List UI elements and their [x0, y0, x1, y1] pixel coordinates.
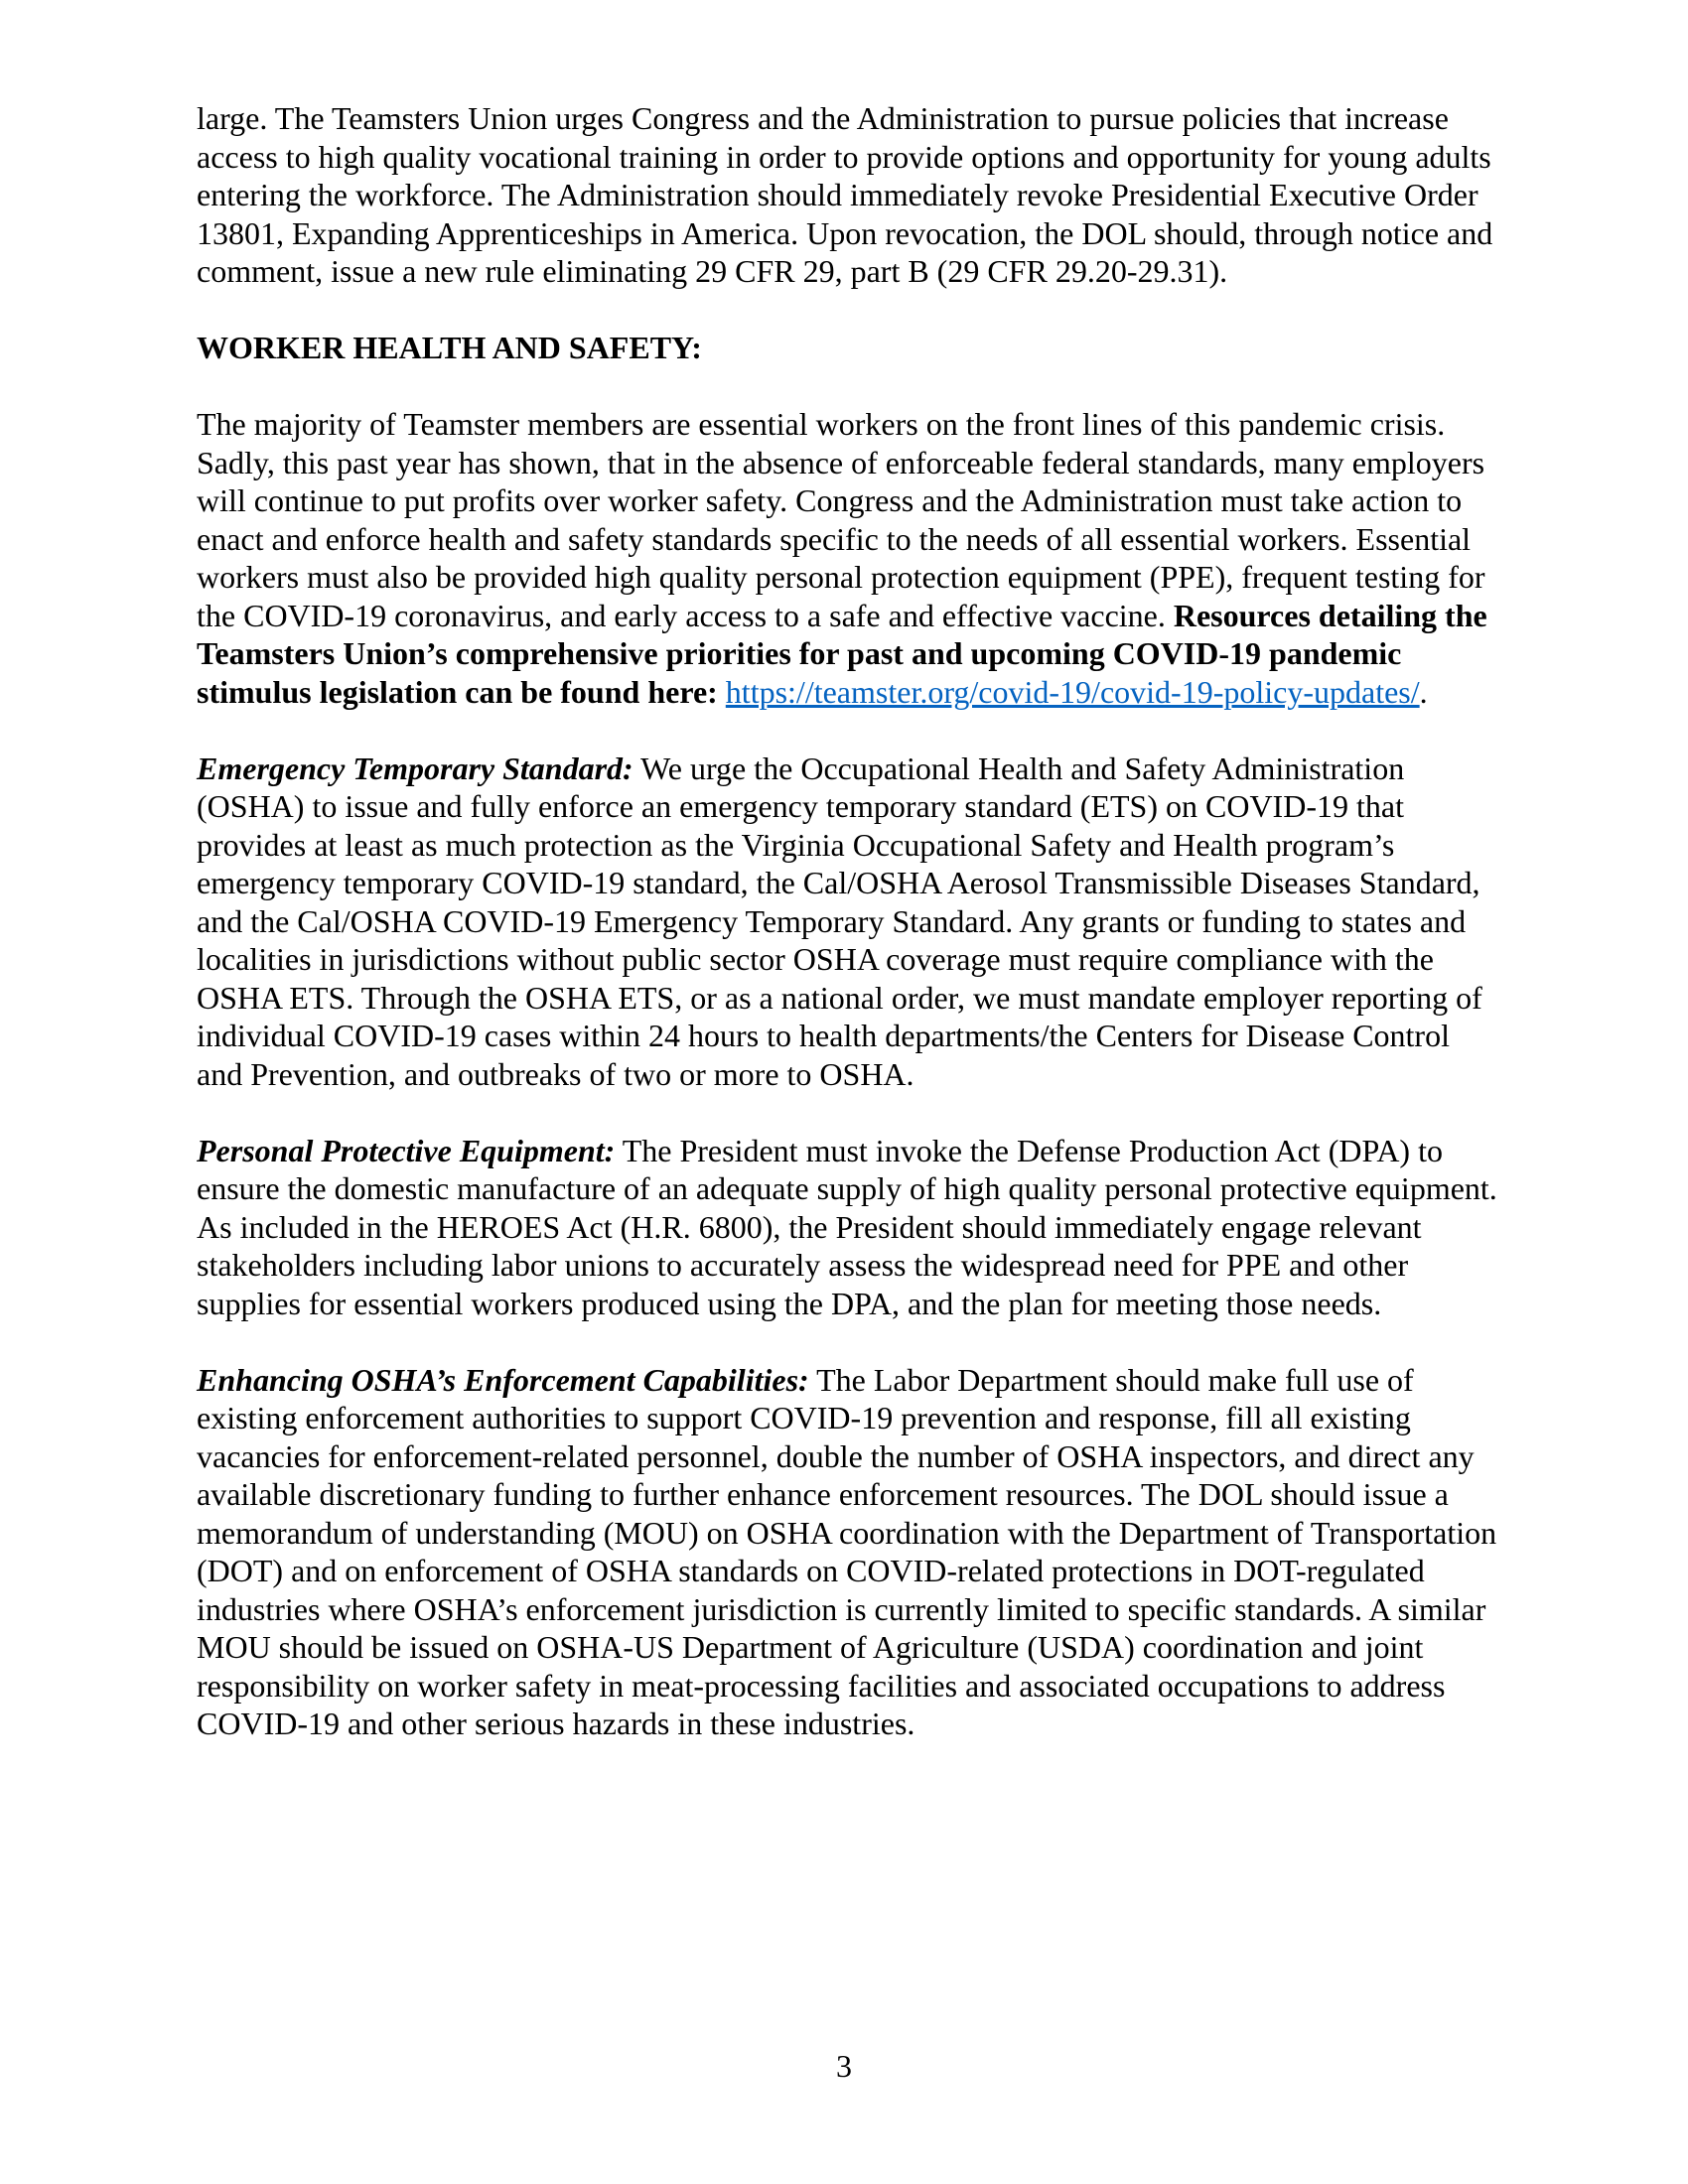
ets-text: We urge the Occupational Health and Safety Administration (OSHA) to issue and fully enforce an emergency temporary standard (ETS) on COVID-19 that provides at least as much protection as the Virginia Occupational Safety and Health program’s emergency temporary COVID-19 standard, the Cal/OSHA Aerosol Transmissible Diseases Standard, and the Cal/OSHA COVID-19 Emergency Temporary Standard. Any grants or funding to states and localities in jurisdictions without public sector OSHA coverage must require compliance with the OSHA ETS. Through the OSHA ETS, or as a national order, we must mandate employer reporting of individual COVID-19 cases within 24 hours to health departments/the Centers for Disease Control and Prevention, and outbreaks of two or more to OSHA.	[197, 750, 1482, 1092]
ppe-paragraph	[197, 1132, 1497, 1323]
worker-safety-end: .	[1419, 673, 1428, 710]
ets-title: Emergency Temporary Standard:	[197, 750, 633, 786]
intro-paragraph: large. The Teamsters Union urges Congress and the Administration to pursue policies that increase access to high quality vocational training in order to provide options and opportunity for young adults entering the workforce. The Administration should immediately revoke Presidential Executive Order 13801, Expanding Apprenticeships in America. Upon revocation, the DOL should, through notice and comment, issue a new rule eliminating 29 CFR 29, part B (29 CFR 29.20-29.31).	[197, 100, 1493, 289]
section-heading: WORKER HEALTH AND SAFETY:	[197, 330, 702, 365]
page-number: 3	[836, 2048, 852, 2084]
resources-bold-text: Resources detailing the Teamsters Union’s comprehensive priorities for past and upcoming COVID-19 pandemic stimulus legislation can be found here:	[197, 597, 1487, 710]
worker-safety-paragraph	[197, 405, 1497, 711]
covid-policy-link[interactable]: https://teamster.org/covid-19/covid-19-policy-updates/	[725, 673, 1420, 710]
ets-paragraph	[197, 750, 1497, 1094]
osha-enforcement-text: The Labor Department should make full use of existing enforcement authorities to support COVID-19 prevention and response, fill all existing vacancies for enforcement-related personnel, double the number of OSHA inspectors, and direct any available discretionary funding to further enhance enforcement resources. The DOL should issue a memorandum of understanding (MOU) on OSHA coordination with the Department of Transportation (DOT) and on enforcement of OSHA standards on COVID-related protections in DOT-regulated industries where OSHA’s enforcement jurisdiction is currently limited to specific standards. A similar MOU should be issued on OSHA-US Department of Agriculture (USDA) coordination and joint responsibility on worker safety in meat-processing facilities and associated occupations to address COVID-19 and other serious hazards in these industries.	[197, 1361, 1497, 1741]
worker-safety-text: The majority of Teamster members are essential workers on the front lines of this pandemic crisis. Sadly, this past year has shown, that in the absence of enforceable federal standards, many employers will continue to put profits over worker safety. Congress and the Administration must take action to enact and enforce health and safety standards specific to the needs of all essential workers. Essential workers must also be provided high quality personal protection equipment (PPE), frequent testing for the COVID-19 coronavirus, and early access to a safe and effective vaccine.	[197, 406, 1485, 633]
osha-enforcement-title: Enhancing OSHA’s Enforcement Capabilities:	[197, 1361, 809, 1398]
document-page	[197, 99, 1497, 1781]
osha-enforcement-paragraph	[197, 1361, 1497, 1743]
ppe-text: The President must invoke the Defense Production Act (DPA) to ensure the domestic manufacture of an adequate supply of high quality personal protective equipment. As included in the HEROES Act (H.R. 6800), the President should immediately engage relevant stakeholders including labor unions to accurately assess the widespread need for PPE and other supplies for essential workers produced using the DPA, and the plan for meeting those needs.	[197, 1132, 1497, 1321]
ppe-title: Personal Protective Equipment:	[197, 1132, 616, 1168]
